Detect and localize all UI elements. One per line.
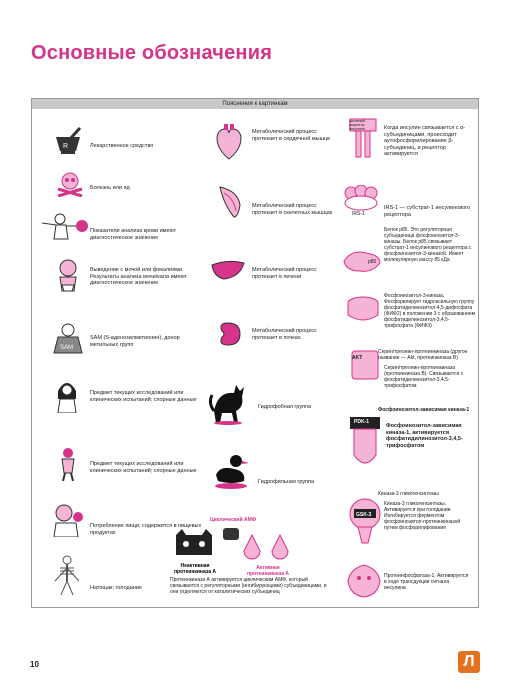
gsk3-icon [348, 497, 382, 545]
legend-text: Показатели анализа крови имеют диагностическое значение [90, 228, 177, 241]
camp-label: Циклический АМФ [209, 517, 257, 523]
legend-text: Потребление пищи; содержится в пищевых продуктах [90, 523, 202, 536]
irs1-icon [342, 185, 380, 211]
mortar-pestle-icon [52, 127, 84, 155]
skull-icon [56, 171, 84, 197]
legend-text: Предмет текущих исследований или клинических испытаний; спорные данные [90, 390, 197, 403]
legend-text: Протеинфосфатаза-1. Активируется в ходе трансдукции сигнала инсулина [384, 573, 469, 591]
camp-active-label: Активная протеинкиназа А [247, 565, 289, 577]
legend-text: Серин/треонин-протеинкиназа (протеинкиназа B). Связывается с фосфатидилинозитол-3,4,5-трифосфатом [384, 365, 464, 389]
legend-text: Белок p85. Это регуляторная субъединица фосфоинозитол-3-киназы. Белок p85 связывает субстрат-1 инсулинового рецептора с фосфоинозитол-3-киназой. Имеет молекулярную массу 85 кДа [384, 227, 472, 263]
black-cat-icon [208, 381, 248, 425]
phosphatase-icon [346, 563, 382, 599]
irs1-label: IRS-1 [352, 211, 365, 217]
gsk3-label: GSK-3 [356, 512, 372, 518]
gsk3-heading: Киназа-3 гликогенсинтазы [378, 491, 439, 497]
legend-text: IRS-1 — субстрат-1 инсулинового рецептора [384, 205, 471, 218]
receptor-label: Активный рецептор инсулина [349, 119, 366, 131]
svg-text:SAM: SAM [60, 345, 74, 351]
skeleton-icon [52, 555, 82, 595]
page-number: 10 [30, 660, 39, 669]
active-pka-icon [240, 533, 296, 563]
legend-frame [31, 98, 479, 608]
figure-icon [54, 447, 82, 481]
legend-text: Гидрофобная группа [258, 404, 312, 410]
legend-text: Фосфоинозитол-зависимая киназа-1, активируется фосфатидилинозитол-3,4,5-трифосфатом [386, 423, 463, 449]
duck-icon [212, 453, 250, 491]
pdk1-label: PDK-1 [354, 419, 370, 425]
pdk1-heading: Фосфоинозитол-зависимая киназа-1 [378, 407, 470, 413]
legend-text: Метаболический процесс протекает в почках [252, 328, 317, 341]
pi3k-icon [346, 295, 380, 323]
inactive-pka-icon [172, 527, 216, 561]
woman-icon [52, 379, 82, 413]
heart-icon [212, 123, 246, 161]
sam-man-icon [50, 323, 86, 355]
svg-text:R: R [63, 143, 69, 150]
p85-label: p85 [368, 259, 377, 265]
legend-text: Предмет текущих исследований или клинических испытаний; спорные данные [90, 461, 197, 474]
camp-molecule-icon [222, 527, 240, 541]
legend-text: Метаболический процесс протекает в печени [252, 267, 317, 280]
baby-icon [54, 259, 82, 293]
dropper-man-icon [38, 211, 90, 241]
camp-inactive-label: Неактивная протеинкиназа А [174, 563, 216, 575]
legend-text: Серин/треонин-протеинкиназа (другое название — Akt, протеинкиназа B) [378, 349, 468, 361]
legend-text: Киназа-3 гликогенсинтазы. Активируется при голодании. Ингибируется ферментом фосфоинозитол-протеинкиназой путем фосфорилирования [384, 501, 461, 531]
legend-text: Гидрофильная группа [258, 479, 315, 485]
frame-header: Пояснения к картинкам [32, 99, 478, 109]
legend-text: Натощак; голодание [90, 585, 142, 591]
akt-label: AKT [352, 355, 363, 361]
publisher-logo-icon: Л [458, 651, 480, 673]
legend-text: Метаболический процесс протекает в сердечной мышце [252, 129, 331, 142]
legend-text: Когда инсулин связывается с α-субъединицами, происходит аутофосфорилирование β-субъединиц, и рецептор активируется [384, 125, 466, 158]
kidney-icon [216, 321, 242, 347]
muscle-icon [214, 185, 244, 219]
camp-caption: Протеинкиназа А активируется циклическим АМФ, который связывается с регуляторными (ингибирующими) субъединицами, и они отделяются от каталитических субъединиц [170, 577, 327, 595]
legend-text: Метаболический процесс протекает в скелетных мышцах [252, 203, 333, 216]
legend-text: Болезнь или яд [90, 185, 130, 191]
eating-man-icon [50, 503, 86, 537]
liver-icon [210, 259, 246, 281]
legend-text: Выведение с мочой или фекалиями. Результаты анализа мочи/кала имеют диагностическое значение [90, 267, 188, 287]
legend-text: Фосфоинозитол-3-киназа. Фосфорилирует гидроксильную группу фосфатидилинозитол-4,5-дифосфата (ФИФ2) в положении 3 с образованием фосфатидилинозитол-3,4,5-трифосфата (ФИФ3) [384, 293, 476, 329]
page-title: Основные обозначения [31, 42, 273, 64]
legend-text: SAM (S-аденозилметионин), донор метильных групп [90, 335, 180, 348]
legend-text: Лекарственное средство [90, 143, 154, 149]
